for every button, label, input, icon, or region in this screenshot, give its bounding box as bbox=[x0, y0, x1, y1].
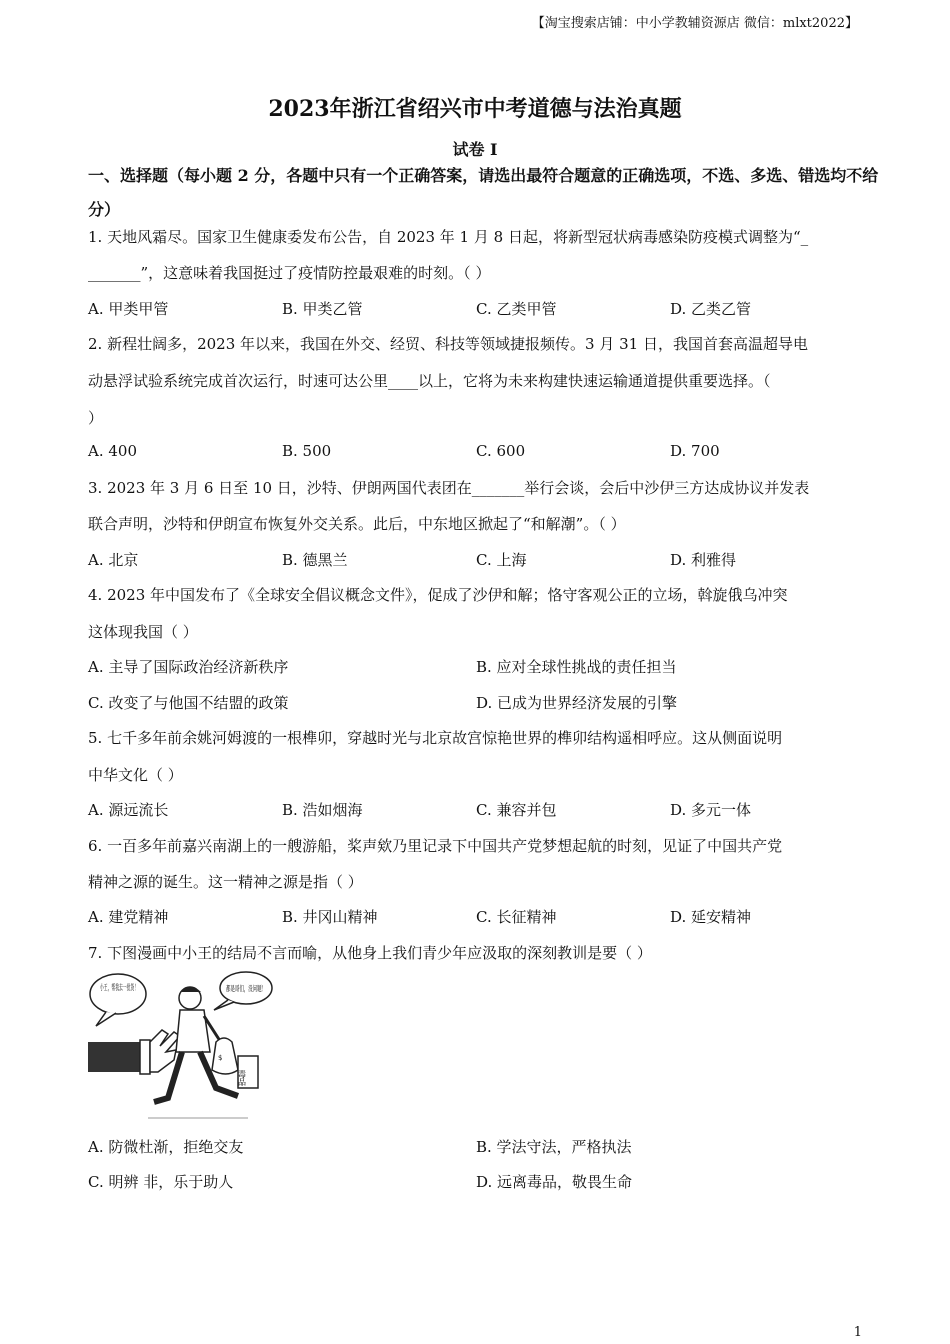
paper-subtitle: 试卷 I bbox=[452, 140, 498, 159]
question-1-option-d: D. 乙类乙管 bbox=[670, 300, 752, 318]
question-5-option-a: A. 源远流长 bbox=[88, 801, 169, 819]
question-3-option-c: C. 上海 bbox=[476, 551, 527, 569]
question-5-line-1: 5. 七千多年前余姚河姆渡的一根榫卯，穿越时光与北京故宫惊艳世界的榫卯结构遥相呼应。这从侧面说明 bbox=[88, 729, 783, 747]
page-number: 1 bbox=[853, 1325, 862, 1340]
question-5-line-2: 中华文化（ ） bbox=[88, 766, 183, 784]
question-6-line-1: 6. 一百多年前嘉兴南湖上的一艘游船，桨声欸乃里记录下中国共产党梦想起航的时刻，见证了中国共产党 bbox=[88, 837, 783, 855]
svg-text:$: $ bbox=[218, 1054, 223, 1062]
question-2-option-c: C. 600 bbox=[476, 442, 526, 460]
question-1-line-1: 1. 天地风霜尽。国家卫生健康委发布公告，自 2023 年 1 月 8 日起，将新型冠状病毒感染防疫模式调整为“_ bbox=[88, 228, 809, 246]
page-title: 2023年浙江省绍兴市中考道德与法治真题 bbox=[268, 96, 682, 122]
question-1-option-a: A. 甲类甲管 bbox=[88, 300, 169, 318]
question-2-option-a: A. 400 bbox=[88, 442, 137, 460]
right-bubble-text: 都是哥们，没问题！ bbox=[226, 984, 294, 993]
suited-arm bbox=[88, 1042, 146, 1072]
question-3-option-a: A. 北京 bbox=[88, 551, 139, 569]
question-6-line-2: 精神之源的诞生。这一精神之源是指（ ） bbox=[88, 873, 363, 891]
question-5-option-b: B. 浩如烟海 bbox=[282, 801, 363, 819]
question-3-line-2: 联合声明，沙特和伊朗宣布恢复外交关系。此后，中东地区掀起了“和解潮”。（ ） bbox=[88, 515, 626, 533]
question-4-line-1: 4. 2023 年中国发布了《全球安全倡议概念文件》，促成了沙伊和解；恪守客观公正的立场，斡旋俄乌冲突 bbox=[88, 586, 788, 604]
drug-label-text: 毒品 bbox=[237, 1070, 247, 1086]
question-4-option-d: D. 已成为世界经济发展的引擎 bbox=[476, 694, 678, 712]
question-7-option-a: A. 防微杜渐，拒绝交友 bbox=[88, 1138, 244, 1156]
question-3-option-d: D. 利雅得 bbox=[670, 551, 737, 569]
question-2-option-d: D. 700 bbox=[670, 442, 720, 460]
question-6-option-d: D. 延安精神 bbox=[670, 908, 752, 926]
left-bubble-text bbox=[100, 982, 138, 993]
question-1-line-2: _______”，这意味着我国挺过了疫情防控最艰难的时刻。（ ） bbox=[88, 264, 491, 282]
question-3-option-b: B. 德黑兰 bbox=[282, 551, 348, 569]
question-2-option-b: B. 500 bbox=[282, 442, 332, 460]
question-6-option-b: B. 井冈山精神 bbox=[282, 908, 378, 926]
cartoon-illustration bbox=[88, 970, 294, 1120]
question-5-option-d: D. 多元一体 bbox=[670, 801, 752, 819]
question-1-option-c: C. 乙类甲管 bbox=[476, 300, 557, 318]
drug-bag-icon bbox=[212, 1038, 238, 1074]
section-heading: 一、选择题（每小题 2 分，各题中只有一个正确答案，请选出最符合题意的正确选项，不选、多选、错选均不给分） bbox=[88, 166, 879, 219]
question-1-option-b: B. 甲类乙管 bbox=[282, 300, 363, 318]
question-4-option-b: B. 应对全球性挑战的责任担当 bbox=[476, 658, 677, 676]
left-speech-bubble bbox=[90, 974, 146, 1014]
question-4-option-c: C. 改变了与他国不结盟的政策 bbox=[88, 694, 289, 712]
question-5-option-c: C. 兼容并包 bbox=[476, 801, 557, 819]
question-4-line-2: 这体现我国（ ） bbox=[88, 623, 198, 641]
question-7-line-1: 7. 下图漫画中小王的结局不言而喻，从他身上我们青少年应汲取的深刻教训是要（ ） bbox=[88, 944, 652, 962]
question-6-option-a: A. 建党精神 bbox=[88, 908, 169, 926]
question-7-option-c: C. 明辨 非，乐于助人 bbox=[88, 1173, 234, 1191]
question-7-option-d: D. 远离毒品，敬畏生命 bbox=[476, 1173, 633, 1191]
question-4-option-a: A. 主导了国际政治经济新秩序 bbox=[88, 658, 289, 676]
header-note: 【淘宝搜索店铺：中小学教辅资源店 微信：mlxt2022】 bbox=[531, 16, 858, 31]
question-2-line-3: ） bbox=[88, 409, 104, 427]
question-3-line-1: 3. 2023 年 3 月 6 日至 10 日，沙特、伊朗两国代表团在_______举行会谈，会后中沙伊三方达成协议并发表 bbox=[88, 479, 810, 497]
question-2-line-2: 动悬浮试验系统完成首次运行，时速可达公里____以上，它将为未来构建快速运输通道提供重要选择。（ bbox=[88, 372, 771, 390]
question-6-option-c: C. 长征精神 bbox=[476, 908, 557, 926]
question-2-line-1: 2. 新程壮阔多，2023 年以来，我国在外交、经贸、科技等领域捷报频传。3 月 31 日，我国首套高温超导电 bbox=[88, 335, 808, 353]
question-7-option-b: B. 学法守法，严格执法 bbox=[476, 1138, 632, 1156]
